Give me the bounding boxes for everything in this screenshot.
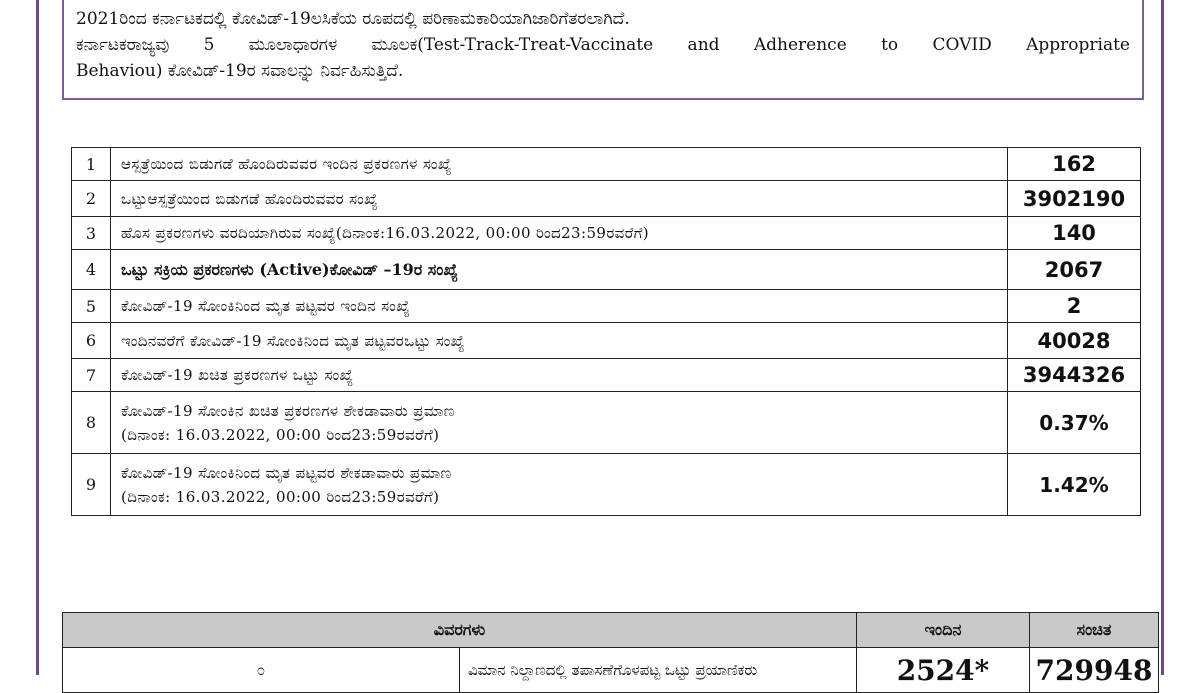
row-value: 2 — [1008, 290, 1141, 323]
row-description — [111, 392, 1008, 454]
row-description: ಹೊಸ ಪ್ರಕರಣಗಳು ವರದಿಯಾಗಿರುವ ಸಂಖ್ಯೆ(ದಿನಾಂಕ:16.03.2022, 00:00 ರಿಂದ23:59ರವರೆಗೆ) — [111, 217, 1008, 250]
row-cumulative-value: 729948 — [1030, 648, 1159, 693]
row-value: 40028 — [1008, 323, 1141, 359]
row-description: ಆಸ್ಪತ್ರೆಯಿಂದ ಬಿಡುಗಡೆ ಹೊಂದಿರುವವರ ಇಂದಿನ ಪ್ರಕರಣಗಳ ಸಂಖ್ಯೆ — [111, 148, 1008, 181]
table-row — [72, 217, 1141, 250]
row-description-line2: (ದಿನಾಂಕ: 16.03.2022, 00:00 ರಿಂದ23:59ರವರೆಗೆ) — [121, 425, 440, 444]
table-row — [72, 454, 1141, 516]
row-description — [111, 454, 1008, 516]
row-description-line1: ಕೋವಿಡ್-19 ಸೋಂಕಿನಿಂದ ಮೃತ ಪಟ್ಟವರ ಶೇಕಡಾವಾರು ಪ್ರಮಾಣ — [121, 463, 452, 482]
table-row — [72, 359, 1141, 392]
table-row — [72, 290, 1141, 323]
row-value: 2067 — [1008, 250, 1141, 290]
row-value: 162 — [1008, 148, 1141, 181]
row-description: ವಿಮಾನ ನಿಲ್ದಾಣದಲ್ಲಿ ತಪಾಸಣೆಗೊಳಪಟ್ಟ ಒಟ್ಟು ಪ್ರಯಾಣಿಕರು — [460, 648, 857, 693]
table-row — [72, 323, 1141, 359]
intro-line-3: Behaviou) ಕೋವಿಡ್-19ರ ಸವಾಲನ್ನು ನಿರ್ವಹಿಸುತ್ತಿದೆ. — [76, 61, 404, 81]
row-number: 9 — [72, 454, 111, 516]
table-row — [72, 148, 1141, 181]
row-number: 6 — [72, 323, 111, 359]
table-row — [63, 648, 1159, 693]
row-description: ಇಂದಿನವರೆಗೆ ಕೋವಿಡ್-19 ಸೋಂಕಿನಿಂದ ಮೃತ ಪಟ್ಟವರಒಟ್ಟು ಸಂಖ್ಯೆ — [111, 323, 1008, 359]
row-description-line1: ಕೋವಿಡ್-19 ಸೋಂಕಿನ ಖಚಿತ ಪ್ರಕರಣಗಳ ಶೇಕಡಾವಾರು ಪ್ರಮಾಣ — [121, 401, 455, 420]
header-details: ವಿವರಗಳು — [63, 613, 857, 648]
row-description: ಕೋವಿಡ್-19 ಸೋಂಕಿನಿಂದ ಮೃತ ಪಟ್ಟವರ ಇಂದಿನ ಸಂಖ್ಯೆ — [111, 290, 1008, 323]
row-number: 1 — [72, 148, 111, 181]
row-description: ಕೋವಿಡ್-19 ಖಚಿತ ಪ್ರಕರಣಗಳ ಒಟ್ಟು ಸಂಖ್ಯೆ — [111, 359, 1008, 392]
row-description: ಒಟ್ಟುಆಸ್ಪತ್ರೆಯಿಂದ ಬಿಡುಗಡೆ ಹೊಂದಿರುವವರ ಸಂಖ್ಯೆ — [111, 181, 1008, 217]
intro-line-2: ಕರ್ನಾಟಕರಾಜ್ಯವು 5 ಮೂಲಾಧಾರಗಳ ಮೂಲಕ(Test-Track-Treat-Vaccinate and Adherence to COVID Appropriate — [76, 35, 1130, 55]
intro-line-1: 2021ರಿಂದ ಕರ್ನಾಟಕದಲ್ಲಿ ಕೋವಿಡ್-19ಲಸಿಕೆಯ ರೂಪದಲ್ಲಿ ಪರಿಣಾಮಕಾರಿಯಾಗಿಜಾರಿಗೆತರಲಾಗಿದೆ. — [76, 9, 630, 29]
row-value: 1.42% — [1008, 454, 1141, 516]
intro-box — [62, 0, 1144, 100]
table-row — [72, 250, 1141, 290]
header-today: ಇಂದಿನ — [857, 613, 1030, 648]
table-row — [72, 181, 1141, 217]
row-value: 3902190 — [1008, 181, 1141, 217]
row-number: ೦ — [63, 648, 460, 693]
table-row — [72, 392, 1141, 454]
row-value: 140 — [1008, 217, 1141, 250]
airport-summary-table — [62, 612, 1159, 693]
summary-header-row — [63, 613, 1159, 648]
row-number: 3 — [72, 217, 111, 250]
header-cumulative: ಸಂಚಿತ — [1030, 613, 1159, 648]
row-value: 0.37% — [1008, 392, 1141, 454]
row-description-line2: (ದಿನಾಂಕ: 16.03.2022, 00:00 ರಿಂದ23:59ರವರೆಗೆ) — [121, 487, 440, 506]
row-number: 2 — [72, 181, 111, 217]
row-today-value: 2524* — [857, 648, 1030, 693]
row-number: 4 — [72, 250, 111, 290]
row-description: ಒಟ್ಟು ಸಕ್ರಿಯ ಪ್ರಕರಣಗಳು (Active)ಕೋವಿಡ್ –19ರ ಸಂಖ್ಯೆ — [111, 250, 1008, 290]
row-number: 5 — [72, 290, 111, 323]
page-border-right — [1161, 0, 1164, 675]
row-number: 7 — [72, 359, 111, 392]
row-number: 8 — [72, 392, 111, 454]
row-value: 3944326 — [1008, 359, 1141, 392]
page-border-left — [36, 0, 39, 675]
covid-stats-table — [71, 147, 1141, 516]
